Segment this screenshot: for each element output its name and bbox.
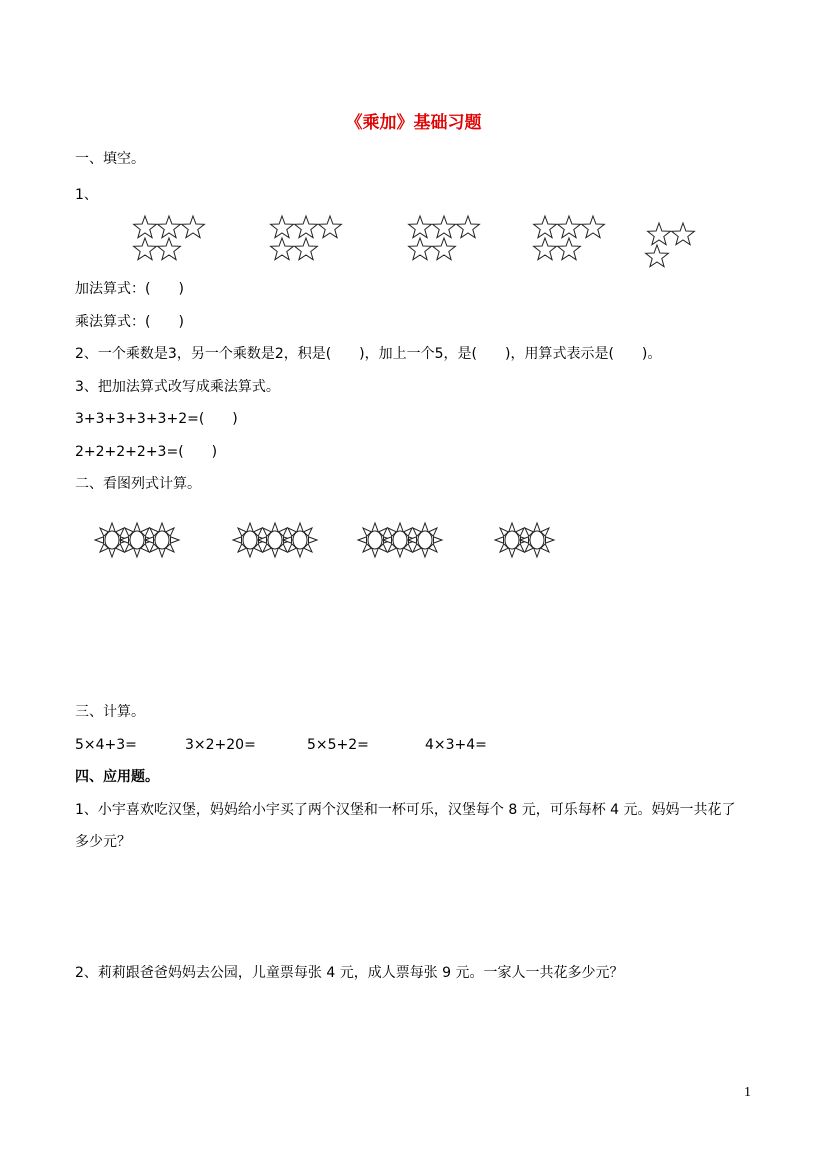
question-3-expression-b: 2+2+2+2+3=( ) bbox=[75, 444, 218, 460]
sun-icon bbox=[145, 523, 179, 557]
calc-expression-1: 5×4+3= bbox=[75, 737, 137, 753]
section-3-heading: 三、计算。 bbox=[75, 704, 145, 720]
section-4-heading: 四、应用题。 bbox=[75, 769, 159, 785]
question-2: 2、一个乘数是3，另一个乘数是2，积是( )，加上一个5，是( )，用算式表示是( )。 bbox=[75, 346, 662, 362]
page-title: 《乘加》基础习题 bbox=[345, 113, 482, 133]
sun-group bbox=[495, 523, 554, 557]
calc-expression-4: 4×3+4= bbox=[425, 737, 487, 753]
section-2-heading: 二、看图列式计算。 bbox=[75, 476, 201, 492]
calc-expression-2: 3×2+20= bbox=[185, 737, 256, 753]
sun-icon bbox=[520, 523, 554, 557]
page-number: 1 bbox=[744, 1085, 751, 1100]
sun-group bbox=[95, 523, 179, 557]
question-3: 3、把加法算式改写成乘法算式。 bbox=[75, 379, 280, 395]
calc-expression-3: 5×5+2= bbox=[307, 737, 369, 753]
word-problem-1-line-1: 1、小宇喜欢吃汉堡，妈妈给小宇买了两个汉堡和一杯可乐，汉堡每个 8 元，可乐每杯 4 元。妈妈一共花了 bbox=[75, 802, 736, 818]
section-1-heading: 一、填空。 bbox=[75, 151, 145, 167]
word-problem-1-line-2: 多少元？ bbox=[75, 834, 131, 850]
sun-icon bbox=[283, 523, 317, 557]
sun-icon bbox=[408, 523, 442, 557]
question-1-label: 1、 bbox=[75, 187, 98, 203]
multiplication-answer-line: 乘法算式：( ) bbox=[75, 314, 184, 330]
question-3-expression-a: 3+3+3+3+3+2=( ) bbox=[75, 411, 238, 427]
word-problem-2: 2、莉莉跟爸爸妈妈去公园，儿童票每张 4 元，成人票每张 9 元。一家人一共花多少元？ bbox=[75, 965, 624, 981]
addition-answer-line: 加法算式：( ) bbox=[75, 281, 184, 297]
sun-group bbox=[358, 523, 442, 557]
sun-group bbox=[233, 523, 317, 557]
